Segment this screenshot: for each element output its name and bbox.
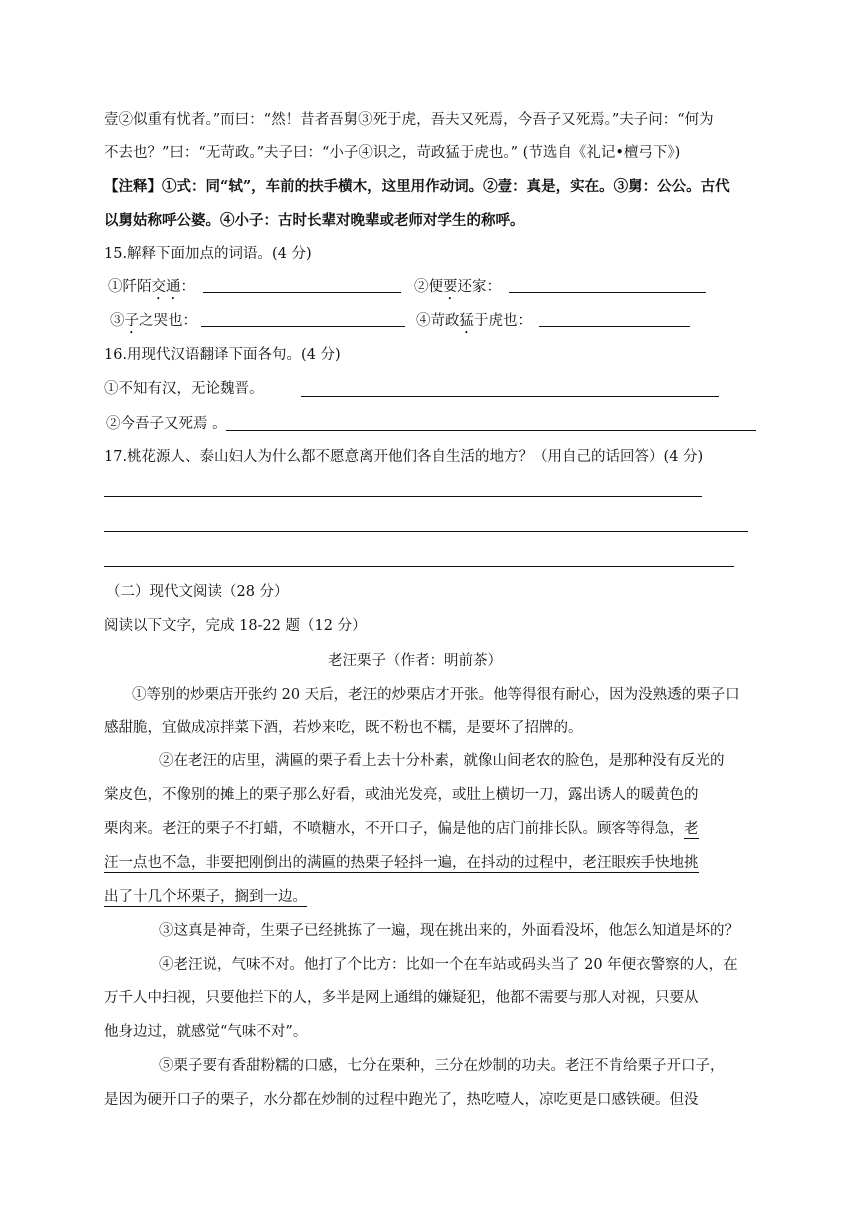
q15-item-2-pre: ②便: [414, 279, 443, 295]
paragraph-2-line-1: ②在老汪的店里，满匾的栗子看上去十分朴素，就像山间老农的脸色，是那种没有反光的: [159, 753, 725, 769]
q15-item-4-pre: ④苛政: [416, 313, 460, 329]
paragraph-4-line-1: ④老汪说，气味不对。他打了个比方：比如一个在车站或码头当了 20 年便衣警察的人，在: [159, 957, 738, 973]
paragraph-4-line-3: 他身边过，就感觉“气味不对”。: [104, 1024, 308, 1040]
paragraph-2-underlined-end: 出了十几个坏栗子，搁到一边。: [104, 889, 307, 905]
annotation-line-1: 【注释】①式：同“轼”，车前的扶手横木，这里用作动词。②壹：真是，实在。③舅：公公。古代: [104, 178, 730, 195]
q15-title: 15.解释下面加点的词语。(4 分): [104, 246, 312, 262]
q15-answer-line-2[interactable]: [509, 292, 706, 293]
q15-item-2-dotted-word: 要: [443, 279, 458, 295]
paragraph-2-line-2: 棠皮色，不像别的摊上的栗子那么好看，或油光发亮，或肚上横切一刀，露出诱人的暖黄色的: [104, 787, 699, 803]
classical-line-2: 不去也？”曰：“无苛政。”夫子曰：“小子④识之，苛政猛于虎也。” (节选自《礼记•檀弓下》): [104, 145, 681, 161]
q15-item-3-post: 之哭也：: [139, 313, 197, 329]
q17-answer-line-3[interactable]: [104, 566, 734, 567]
q16-answer-line-2[interactable]: [226, 430, 756, 431]
paragraph-2-line-3-text: 栗肉来。老汪的栗子不打蜡，不喷糖水，不开口子，偏是他的店门前排长队。顾客等得急，: [104, 821, 684, 837]
paragraph-2-underlined-mid: 汪一点也不急，非要把刚倒出的满匾的热栗子轻抖一遍，在抖动的过程中，老汪眼疾手快地挑: [104, 855, 699, 871]
annotation-line-2: 以舅姑称呼公婆。④小子：古时长辈对晚辈或老师对学生的称呼。: [104, 212, 525, 229]
q17-answer-line-1[interactable]: [104, 496, 702, 497]
q16-item-1: ①不知有汉，无论魏晋。: [104, 381, 264, 397]
q15-item-3-pre: ③: [110, 313, 125, 329]
paragraph-2-line-4: [104, 853, 699, 873]
q15-item-4-post: 于虎也：: [474, 313, 532, 329]
q15-item-1-post: ：: [180, 279, 195, 295]
q15-answer-line-1[interactable]: [203, 292, 401, 293]
q15-item-1-pre: ①阡陌: [108, 279, 152, 295]
q15-answer-line-3[interactable]: [201, 326, 405, 327]
reading-instruction: 阅读以下文字，完成 18-22 题（12 分）: [104, 618, 367, 634]
q17-title: 17.桃花源人、泰山妇人为什么都不愿意离开他们各自生活的地方？（用自己的话回答）(4 分): [104, 449, 704, 465]
q15-item-3: [110, 311, 197, 337]
q16-title: 16.用现代汉语翻译下面各句。(4 分): [104, 347, 341, 363]
q15-item-2-post: 还家：: [457, 279, 501, 295]
classical-line-1: 壹②似重有忧者。”而曰：“然！昔者吾舅③死于虎，吾夫又死焉，今吾子又死焉。”夫子问：“何为: [104, 112, 714, 128]
paragraph-1-line-1: ①等别的炒栗店开张约 20 天后，老汪的炒栗店才开张。他等得很有耐心，因为没熟透的栗子口: [132, 687, 740, 703]
paragraph-5-line-1: ⑤栗子要有香甜粉糯的口感，七分在栗种，三分在炒制的功夫。老汪不肯给栗子开口子，: [159, 1058, 725, 1074]
q16-answer-line-1[interactable]: [301, 396, 719, 397]
q15-item-4-dotted-word: 猛: [459, 313, 474, 329]
q15-item-2: [414, 277, 501, 303]
paragraph-1-line-2: 感甜脆，宜做成凉拌菜下酒，若炒来吃，既不粉也不糯，是要坏了招牌的。: [104, 720, 583, 736]
q15-item-1-dotted-word: 交通: [151, 279, 181, 295]
q15-item-3-dotted-word: 子: [124, 313, 139, 329]
q15-item-4: [416, 311, 532, 337]
paragraph-2-line-5: [104, 887, 307, 907]
paragraph-5-line-2: 是因为硬开口子的栗子，水分都在炒制的过程中跑光了，热吃噎人，凉吃更是口感铁硬。但没: [104, 1092, 699, 1108]
section-heading: （二）现代文阅读（28 分）: [106, 584, 289, 600]
q17-answer-line-2[interactable]: [104, 531, 748, 532]
paragraph-2-underlined-start: 老: [684, 821, 699, 837]
article-title: 老汪栗子（作者：明前茶）: [328, 653, 502, 669]
q16-item-2: ②今吾子又死焉 。: [106, 416, 227, 432]
paragraph-2-line-3: [104, 819, 699, 839]
paragraph-3: ③这真是神奇，生栗子已经挑拣了一遍，现在挑出来的，外面看没坏，他怎么知道是坏的？: [159, 923, 739, 939]
paragraph-4-line-2: 万千人中扫视，只要他拦下的人，多半是网上通缉的嫌疑犯，他都不需要与那人对视，只要从: [104, 990, 699, 1006]
q15-item-1: [108, 277, 195, 303]
q15-answer-line-4[interactable]: [539, 326, 690, 327]
